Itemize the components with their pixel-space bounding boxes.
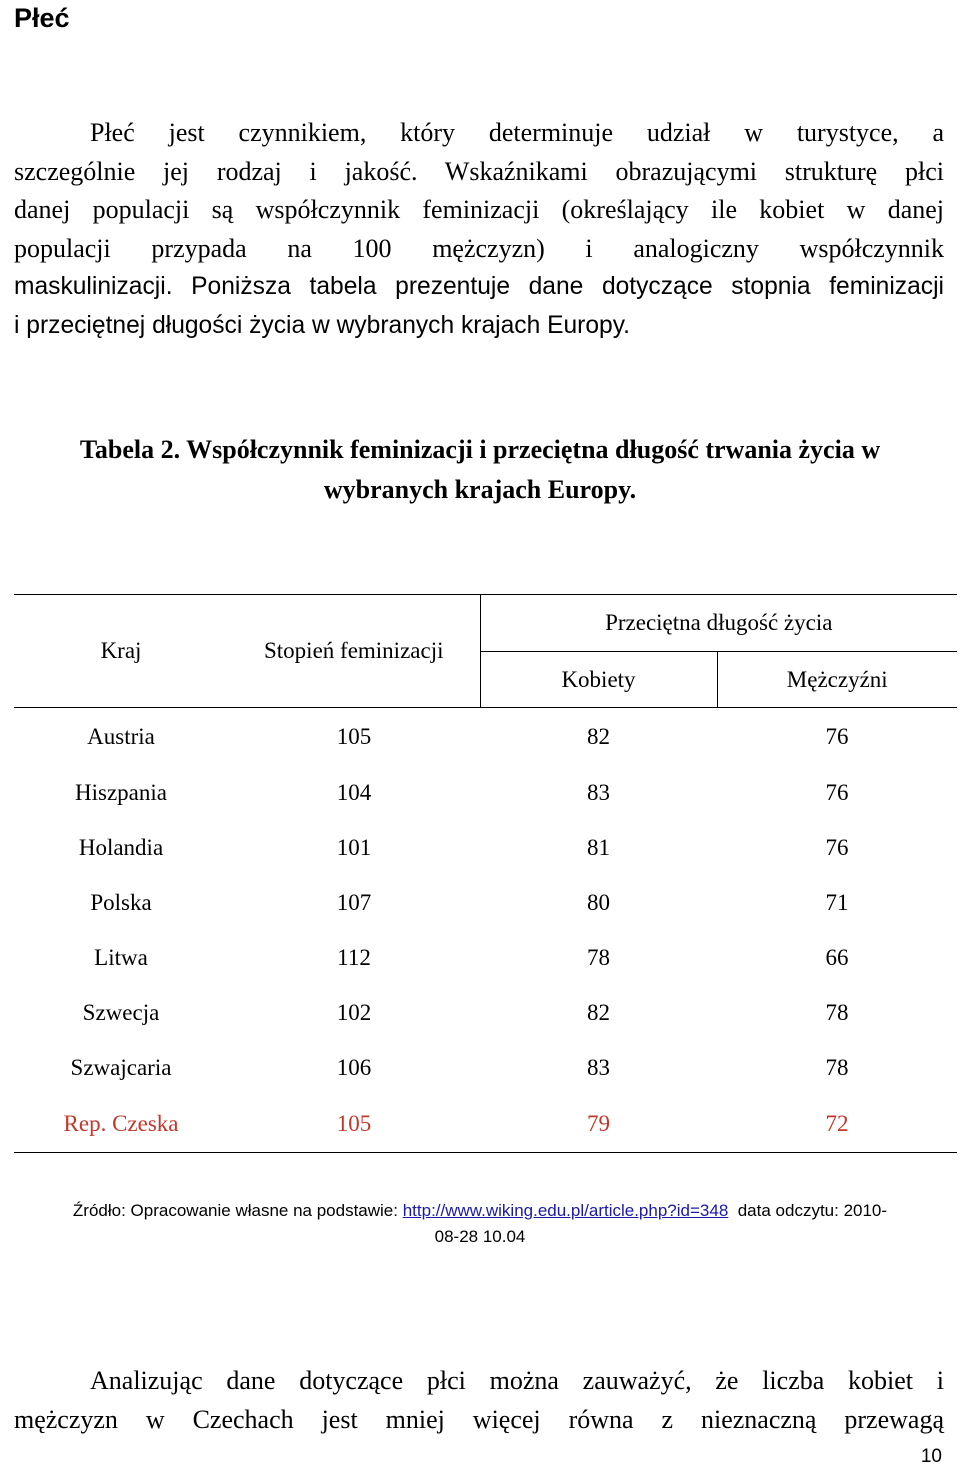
table-row [14, 765, 957, 820]
cell-women: 79 [480, 1095, 717, 1153]
cell-country: Szwecja [82, 999, 160, 1025]
paragraph-line: Analizując dane dotyczące płci można zauważyć, że liczba kobiet i [90, 1366, 944, 1395]
cell-feminization: 101 [336, 834, 372, 860]
cell-feminization: 105 [336, 723, 372, 749]
feminization-table [14, 594, 957, 1153]
header-country: Kraj [14, 595, 228, 708]
cell-women: 82 [587, 723, 610, 749]
cell-feminization: 107 [336, 889, 372, 915]
cell-country: Austria [87, 723, 155, 749]
cell-women: 83 [587, 1054, 610, 1080]
cell-country: Litwa [94, 944, 148, 970]
cell-women: 81 [587, 834, 610, 860]
cell-men: 71 [825, 889, 849, 915]
cell-women: 82 [587, 999, 610, 1025]
paragraph-line: danej populacji są współczynnik feminizacji (określający ile kobiet w danej [14, 195, 944, 224]
table-row [14, 820, 957, 875]
table-row [14, 930, 957, 985]
cell-men: 76 [825, 779, 849, 805]
table-row [14, 1040, 957, 1095]
paragraph-line: populacji przypada na 100 mężczyzn) i analogiczny współczynnik [14, 233, 944, 263]
cell-men: 78 [825, 1054, 849, 1080]
cell-men: 72 [717, 1095, 957, 1153]
header-feminization: Stopień feminizacji [228, 595, 480, 708]
table-row [14, 985, 957, 1040]
paragraph-line: mężczyzn w Czechach jest mniej więcej równa z nieznaczną przewagą [14, 1404, 944, 1434]
header-men: Mężczyźni [717, 652, 957, 708]
table-caption [0, 430, 960, 510]
cell-feminization: 106 [336, 1054, 372, 1080]
cell-feminization: 104 [336, 779, 372, 805]
cell-women: 80 [587, 889, 610, 915]
cell-country: Szwajcaria [70, 1054, 172, 1080]
cell-men: 76 [825, 834, 849, 860]
cell-men: 78 [825, 999, 849, 1025]
cell-country: Polska [90, 889, 152, 915]
cell-men: 76 [825, 723, 849, 749]
caption-line: wybranych krajach Europy. [323, 475, 637, 504]
table-row [14, 875, 957, 930]
cell-feminization: 102 [336, 999, 372, 1025]
cell-feminization: 112 [337, 944, 371, 970]
cell-women: 83 [587, 779, 610, 805]
page-number: 10 [920, 1446, 942, 1467]
paragraph-line: i przeciętnej długości życia w wybranych krajach Europy. [14, 311, 631, 339]
cell-men: 66 [825, 944, 849, 970]
cell-country: Rep. Czeska [14, 1095, 228, 1153]
paragraph-line: szczególnie jej rodzaj i jakość. Wskaźnikami obrazującymi strukturę płci [14, 156, 944, 186]
table-row-highlighted [14, 1095, 957, 1153]
intro-paragraph [14, 114, 944, 345]
cell-country: Hiszpania [75, 779, 167, 805]
caption-line: Tabela 2. Współczynnik feminizacji i przeciętna długość trwania życia w [79, 435, 881, 464]
source-note [0, 1198, 960, 1250]
paragraph-line: maskulinizacji. Poniższa tabela prezentuje dane dotyczące stopnia feminizacji [14, 273, 944, 300]
source-date: data odczytu: 2010- [728, 1201, 888, 1220]
header-life-expectancy: Przeciętna długość życia [480, 595, 957, 652]
cell-country: Holandia [78, 834, 164, 860]
source-line [0, 1198, 960, 1224]
section-heading: Płeć [14, 3, 70, 33]
paragraph-line: Płeć jest czynnikiem, który determinuje udział w turystyce, a [90, 118, 944, 147]
cell-feminization: 105 [228, 1095, 480, 1153]
analysis-paragraph [14, 1362, 944, 1439]
table-row [14, 708, 957, 766]
source-line-2: 08-28 10.04 [434, 1227, 526, 1246]
cell-women: 78 [587, 944, 610, 970]
header-women: Kobiety [480, 652, 717, 708]
source-link[interactable]: http://www.wiking.edu.pl/article.php?id=348 [402, 1201, 729, 1220]
source-prefix: Źródło: Opracowanie własne na podstawie: [72, 1201, 403, 1220]
